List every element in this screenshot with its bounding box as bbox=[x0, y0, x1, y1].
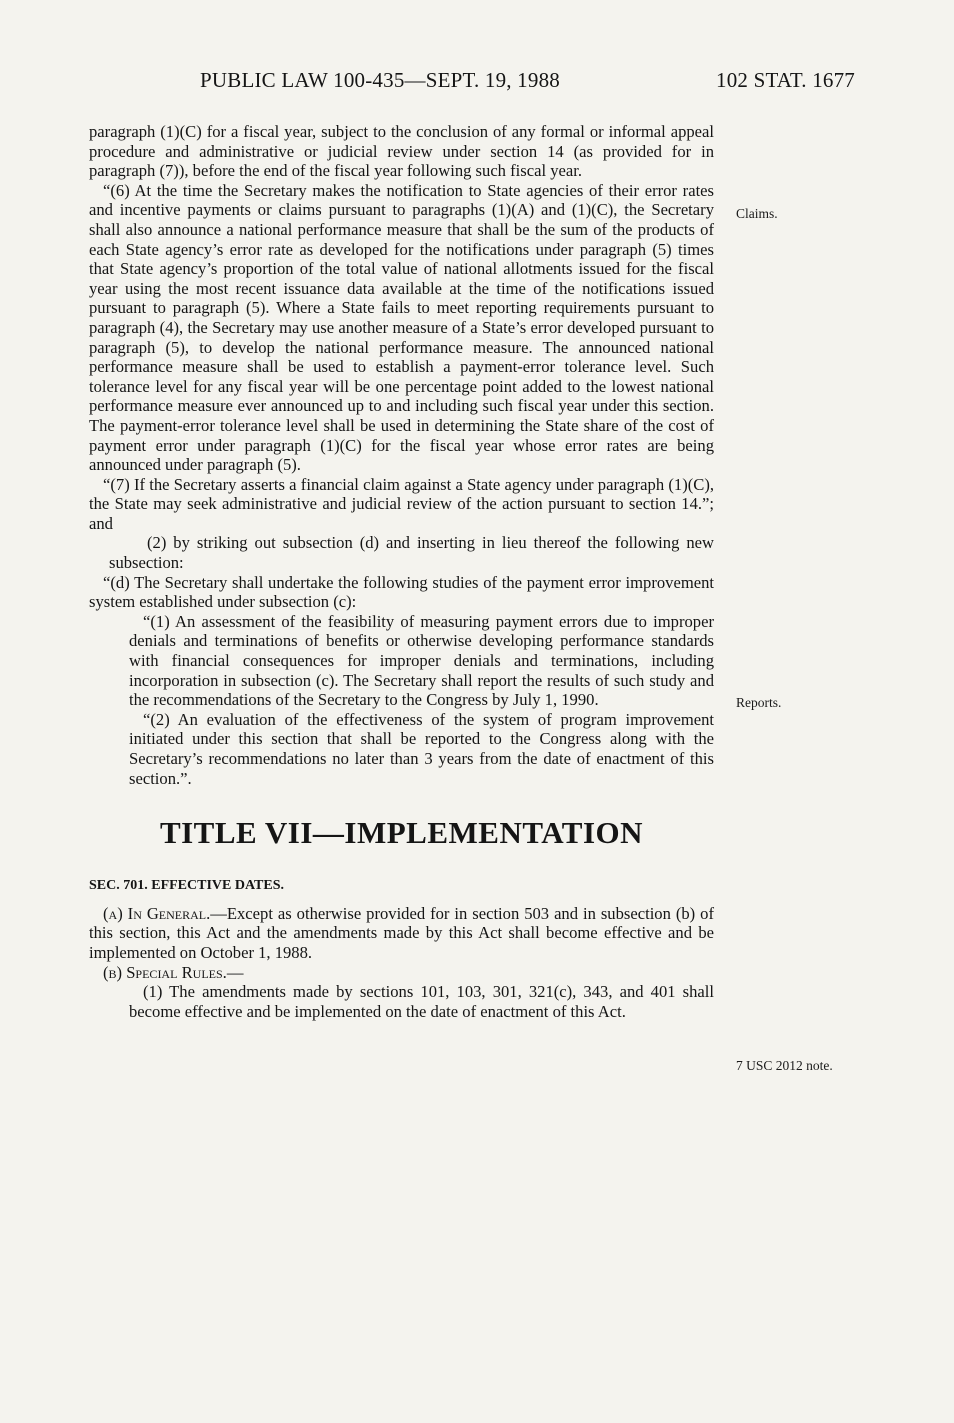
paragraph-amendment-2: (2) by striking out subsection (d) and inserting in lieu thereof the following new subsection: bbox=[109, 533, 714, 573]
section-heading: SEC. 701. EFFECTIVE DATES. bbox=[89, 878, 285, 894]
title-heading: TITLE VII—IMPLEMENTATION bbox=[159, 815, 644, 851]
subsection-a-label: (a) In General. bbox=[103, 903, 211, 923]
subsection-a-text: —Except as otherwise provided for in section 503 and in subsection (b) of this section, this Act and the amendments made by this Act shall become effective and be implemented on October 1, 1988. bbox=[89, 903, 714, 962]
section-subsection-b bbox=[89, 963, 714, 983]
subsection-d-items bbox=[89, 612, 714, 788]
margin-note-usc: 7 USC 2012 note. bbox=[736, 1058, 833, 1073]
subsection-b-item-1: (1) The amendments made by sections 101, 103, 301, 321(c), 343, and 401 shall become effective and be implemented on the date of enactment of this Act. bbox=[129, 982, 714, 1021]
paragraph-continuation: paragraph (1)(C) for a fiscal year, subject to the conclusion of any formal or informal appeal procedure and administrative or judicial review under section 14 (as provided for in paragraph (7)), before the end of the fiscal year following such fiscal year. bbox=[89, 122, 714, 181]
header-law-citation: PUBLIC LAW 100-435—SEPT. 19, 1988 bbox=[200, 68, 560, 92]
section-subsection-a bbox=[89, 904, 714, 963]
header-stat-page: 102 STAT. 1677 bbox=[716, 68, 855, 92]
paragraph-7: “(7) If the Secretary asserts a financial claim against a State agency under paragraph (1)(C), the State may seek administrative and judicial review of the action pursuant to section 14.”; and bbox=[89, 474, 714, 533]
subsection-d-item-2: “(2) An evaluation of the effectiveness of the system of program improvement initiated under this section that shall be reported to the Congress along with the Secretary’s recommendations no later than 3 years from the date of enactment of this section.”. bbox=[129, 709, 714, 788]
margin-note-claims: Claims. bbox=[736, 206, 778, 221]
margin-note-reports: Reports. bbox=[736, 695, 782, 710]
subsection-d: “(d) The Secretary shall undertake the following studies of the payment error improvement system established under subsection (c): bbox=[89, 572, 714, 612]
subsection-b-text: — bbox=[226, 962, 244, 982]
subsection-d-item-1: “(1) An assessment of the feasibility of measuring payment errors due to improper denials and terminations of benefits or otherwise developing performance standards with financial consequences for improper denials and terminations, including incorporation in subsection (c). The Secretary shall report the results of such study and the recommendations of the Secretary to the Congress by July 1, 1990. bbox=[129, 611, 714, 710]
subsection-b-label: (b) Special Rules. bbox=[103, 962, 227, 982]
body-text bbox=[89, 122, 714, 1021]
paragraph-6: “(6) At the time the Secretary makes the notification to State agencies of their error rates and incentive payments or claims pursuant to paragraphs (1)(A) and (1)(C), the Secretary shall also announce a national performance measure that shall be the sum of the products of each State agency’s error rate as developed for the notifications under paragraph (5) times that State agency’s proportion of the total value of national allotments issued for the fiscal year using the most recent issuance data available at the time of the notifications issued pursuant to paragraph (5). Where a State fails to meet reporting requirements pursuant to paragraph (4), the Secretary may use another measure of a State’s error developed pursuant to paragraph (5), to develop the national performance measure. The announced national performance measure shall be used to establish a payment-error tolerance level. Such tolerance level for any fiscal year will be one percentage point added to the lowest national performance measure ever announced up to and including such fiscal year under this section. The payment-error tolerance level shall be used in determining the State share of the cost of payment error under paragraph (1)(C) for the fiscal year whose error rates are being announced under paragraph (5). bbox=[89, 180, 714, 475]
